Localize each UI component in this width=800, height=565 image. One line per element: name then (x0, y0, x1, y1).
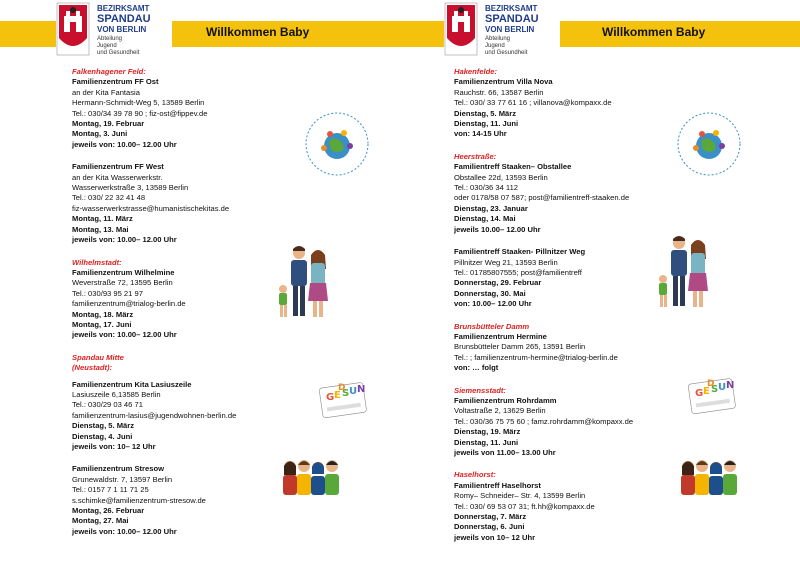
svg-text:S: S (342, 388, 350, 399)
contact-line: familienzentrum-lasius@jugendwohnen-berlin.de (72, 410, 237, 420)
date-line: Donnerstag, 7. März (454, 512, 527, 522)
address-line: Lasiuszeile 6,13585 Berlin (72, 389, 161, 399)
time-line: von: 10.00– 12.00 Uhr (454, 299, 532, 309)
date-line: Donnerstag, 29. Februar (454, 278, 542, 288)
org-logo (56, 2, 172, 60)
contact-line: s.schimke@familienzentrum-stresow.de (72, 495, 206, 505)
org-name (97, 4, 151, 57)
district-label: Wilhelmstadt: (72, 257, 122, 267)
svg-text:G: G (695, 388, 704, 399)
time-line: jeweils von: 10.00– 12.00 Uhr (72, 139, 177, 149)
svg-text:U: U (349, 386, 358, 397)
time-line: jeweils von 11.00– 13.00 Uhr (454, 448, 556, 457)
contact-line: Tel.: 030/ 22 32 41 48 (72, 193, 146, 203)
contact-line: fiz-wasserwerkstrasse@humanistischekitas.de (72, 203, 230, 213)
org-dept (97, 36, 151, 57)
date-line: Montag, 27. Mai (72, 516, 129, 526)
contact-line: Tel.: 030/34 39 78 90 ; fiz-ost@fippev.de (72, 108, 208, 118)
date-line: Montag, 11. März (72, 214, 133, 224)
svg-text:N: N (357, 384, 366, 395)
crest-icon (444, 2, 478, 56)
org-line1: BEZIRKSAMT (97, 4, 150, 13)
date-line: Dienstag, 23. Januar (454, 203, 528, 213)
center-name: Familienzentrum Kita Lasiuszeile (72, 379, 192, 389)
crest-icon (56, 2, 90, 56)
svg-text:D: D (338, 383, 346, 393)
date-line: Montag, 26. Februar (72, 506, 145, 516)
center-name: Familientreff Staaken- Pillnitzer Weg (454, 247, 586, 257)
contact-line: Tel.: 030/36 75 75 60 ; famz.rohrdamm@kompaxx.de (454, 416, 634, 426)
org-line3: VON BERLIN (485, 25, 535, 34)
address-line: Rauchstr. 66, 13587 Berlin (454, 87, 544, 97)
date-line: Montag, 13. Mai (72, 224, 129, 234)
contact-line: Tel.: 030/29 03 46 71 (72, 400, 143, 410)
address-line: Hermann-Schmidt-Weg 5, 13589 Berlin (72, 98, 205, 108)
org-line3: VON BERLIN (97, 25, 147, 34)
date-line: Montag, 17. Juni (72, 319, 132, 329)
address-line: Wasserwerkstraße 3, 13589 Berlin (72, 183, 189, 193)
contact-line: Tel.: ; familienzentrum-hermine@trialog-berlin.de (454, 352, 618, 362)
district-label: Falkenhagener Feld: (72, 67, 146, 76)
time-line: jeweils von: 10.00– 12.00 Uhr (72, 526, 177, 536)
contact-line: oder 0178/58 07 587; post@familientreff-staaken.de (454, 193, 630, 203)
date-line: Dienstag, 5. März (454, 108, 517, 118)
contact-line: Tel.: 0157 7 1 11 71 25 (72, 485, 149, 495)
entry-hermine (454, 322, 714, 374)
family-illustration-icon (652, 233, 714, 313)
district-label: Hakenfelde: (454, 67, 498, 76)
address-line: an der Kita Fantasia (72, 87, 140, 97)
entry-haselhorst (454, 470, 714, 543)
center-name: Familienzentrum FF West (72, 162, 164, 172)
right-panel (400, 0, 800, 565)
address-line: Weverstraße 72, 13595 Berlin (72, 278, 173, 288)
date-line: Dienstag, 5. März (72, 421, 135, 431)
kinder-jugend-badge-icon (675, 110, 743, 178)
center-name: Familienzentrum Hermine (454, 331, 547, 341)
date-line: Donnerstag, 6. Juni (454, 522, 525, 532)
time-line: jeweils 10.00– 12.00 Uhr (454, 224, 541, 234)
page-title: Willkommen Baby (602, 25, 706, 39)
entry-lasiuszeile (72, 352, 335, 453)
entry-ff-ost (72, 67, 332, 150)
center-name: Familienzentrum Villa Nova (454, 77, 553, 87)
date-line: Montag, 19. Februar (72, 119, 145, 129)
svg-text:U: U (718, 382, 727, 393)
dept-line3: und Gesundheit (97, 50, 140, 56)
address-line: Grunewaldstr. 7, 13597 Berlin (72, 474, 173, 484)
time-line: jeweils von: 10.00– 12.00 Uhr (72, 330, 177, 340)
group-illustration-icon (680, 457, 742, 497)
district-label: Brunsbütteler Damm (454, 321, 530, 331)
time-line: jeweils von: 10.00– 12.00 Uhr (72, 235, 177, 245)
district-label: Spandau Mitte (72, 352, 124, 362)
time-line: von: 14-15 Uhr (454, 129, 507, 139)
center-name: Familienzentrum Wilhelmine (72, 267, 175, 277)
org-logo (444, 2, 560, 60)
dept-line1: Abteilung (485, 36, 511, 42)
org-dept (485, 36, 539, 57)
center-name: Familientreff Staaken– Obstallee (454, 162, 572, 172)
svg-text:G: G (326, 392, 335, 403)
time-line: jeweils von: 10– 12 Uhr (72, 442, 156, 451)
address-line: Voltastraße 2, 13629 Berlin (454, 406, 546, 416)
date-line: Montag, 18. März (72, 309, 134, 319)
dept-line1: Abteilung (97, 36, 123, 42)
center-name: Familienzentrum FF Ost (72, 77, 159, 87)
org-name (485, 4, 539, 57)
gesund-logo-icon (687, 377, 739, 417)
org-line2: SPANDAU (485, 13, 539, 25)
dept-line2: Jugend (485, 43, 505, 49)
contact-line: Tel.: 01785807555; post@familientreff (454, 267, 582, 277)
date-line: Montag, 3. Juni (72, 129, 128, 139)
address-line: Pillnitzer Weg 21, 13593 Berlin (454, 257, 558, 267)
district-label: Heerstraße: (454, 151, 497, 161)
org-line2: SPANDAU (97, 13, 151, 25)
date-line: Dienstag, 19. März (454, 427, 521, 437)
entry-rohrdamm (454, 386, 714, 459)
district-label: Siemensstadt: (454, 385, 506, 395)
group-illustration-icon (282, 457, 344, 497)
page-title: Willkommen Baby (206, 25, 310, 39)
address-line: Romy– Schneider– Str. 4, 13599 Berlin (454, 491, 586, 501)
svg-text:E: E (334, 390, 341, 401)
center-name: Familienzentrum Rohrdamm (454, 395, 557, 405)
contact-line: Tel.: 030/ 69 53 07 31; ft.hh@kompaxx.de (454, 501, 595, 511)
date-line: Donnerstag, 30. Mai (454, 288, 526, 298)
date-line: Dienstag, 14. Mai (454, 214, 516, 224)
contact-line: Tel.: 030/36 34 112 (454, 183, 519, 193)
contact-line: Tel.: 030/93 95 21 97 (72, 288, 143, 298)
center-name: Familienzentrum Stresow (72, 464, 164, 474)
district-label: Haselhorst: (454, 470, 496, 480)
svg-text:S: S (711, 384, 719, 395)
center-name: Familientreff Haselhorst (454, 480, 541, 490)
date-line: Dienstag, 4. Juni (72, 431, 133, 441)
svg-text:N: N (726, 380, 735, 391)
address-line: Brunsbütteler Damm 265, 13591 Berlin (454, 342, 586, 352)
kinder-jugend-badge-icon (303, 110, 371, 178)
svg-text:D: D (707, 379, 715, 389)
address-line: an der Kita Wasserwerkstr. (72, 172, 163, 182)
date-line: Dienstag, 11. Juni (454, 119, 519, 129)
contact-line: Tel.: 030/ 33 77 61 16 ; villanova@kompaxx.de (454, 98, 612, 108)
org-line1: BEZIRKSAMT (485, 4, 538, 13)
dept-line3: und Gesundheit (485, 50, 528, 56)
contact-line: familienzentrum@trialog-berlin.de (72, 299, 186, 309)
svg-text:E: E (703, 386, 710, 397)
time-line: von: … folgt (454, 363, 499, 373)
entry-ff-west (72, 162, 332, 245)
address-line: Obstallee 22d, 13593 Berlin (454, 172, 548, 182)
time-line: jeweils von 10– 12 Uhr (454, 532, 536, 542)
gesund-logo-icon (318, 381, 370, 421)
dept-line2: Jugend (97, 43, 117, 49)
district-label: (Neustadt): (72, 363, 113, 373)
family-illustration-icon (272, 243, 334, 323)
date-line: Dienstag, 11. Juni (454, 437, 519, 447)
